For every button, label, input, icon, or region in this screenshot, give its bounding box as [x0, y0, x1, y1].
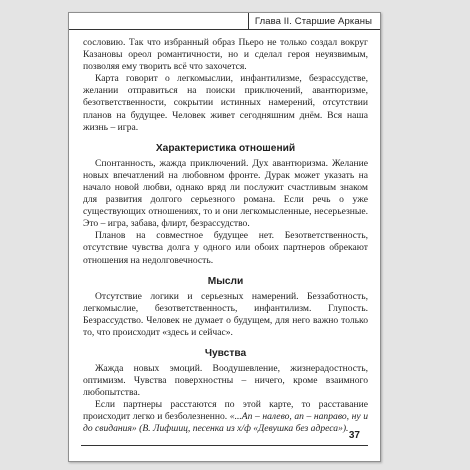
section-heading-feelings: Чувства — [204, 347, 247, 359]
paragraph: Карта говорит о легкомыслии, инфантилизме, безрассудстве, желании отправиться на поиски приключений, авантюризме, безответственности, сокрытии истинных намерений, отсутствии планов на будущее. Человек живет сегодняшним днём. Вся наша жизнь – игра. — [83, 73, 368, 133]
page-number: 37 — [348, 430, 360, 441]
running-header — [69, 13, 380, 30]
paragraph — [83, 399, 368, 435]
paragraph-text: Если партнеры расстаются по этой карте, то расставание происходит легко и безболезненно. — [83, 399, 368, 423]
book-page — [68, 12, 381, 462]
paragraph: Жажда новых эмоций. Воодушевление, жизнерадостность, оптимизм. Чувства поверхностны – ничего, кроме взаимного любопытства. — [83, 362, 368, 399]
song-quote: «...Ап – налево, ап – направо, ну и до свидания» (В. Лифшиц, песенка из х/ф «Девушка без адреса»). — [83, 411, 368, 435]
paragraph: сословию. Так что избранный образ Пьеро не только создал вокруг Казановы ореол романтичности, но и сделал героя неуязвимым, позволяя ему творить всё что захочется. — [83, 37, 368, 73]
paragraph: Планов на совместное будущее нет. Безответственность, отсутствие чувства долга у одного или обоих партнеров обрекают отношения на недолговечность. — [83, 230, 368, 266]
paragraph: Спонтанность, жажда приключений. Дух авантюризма. Желание новых впечатлений на любовном фронте. Дурак может указать на начало новой любви, однако вряд ли послужит счастливым знаком для развития долгого серьезного романа. Если речь о уже существующих отношениях, то и они легкомысленные, несерьезные. Это – игра, забава, флирт, безрассудство. — [83, 157, 368, 230]
paragraph: Отсутствие логики и серьезных намерений. Беззаботность, легкомыслие, безответственность, инфантилизм. Глупость. Безрассудство. Человек не думает о будущем, для него важно только то, что происходит «здесь и сейчас». — [83, 290, 368, 338]
section-heading-thoughts: Мысли — [207, 275, 244, 287]
footer-rule — [81, 445, 368, 446]
chapter-title: Глава II. Старшие Арканы — [248, 13, 380, 29]
section-heading-relations: Характеристика отношений — [155, 142, 296, 154]
page-body — [83, 37, 368, 436]
